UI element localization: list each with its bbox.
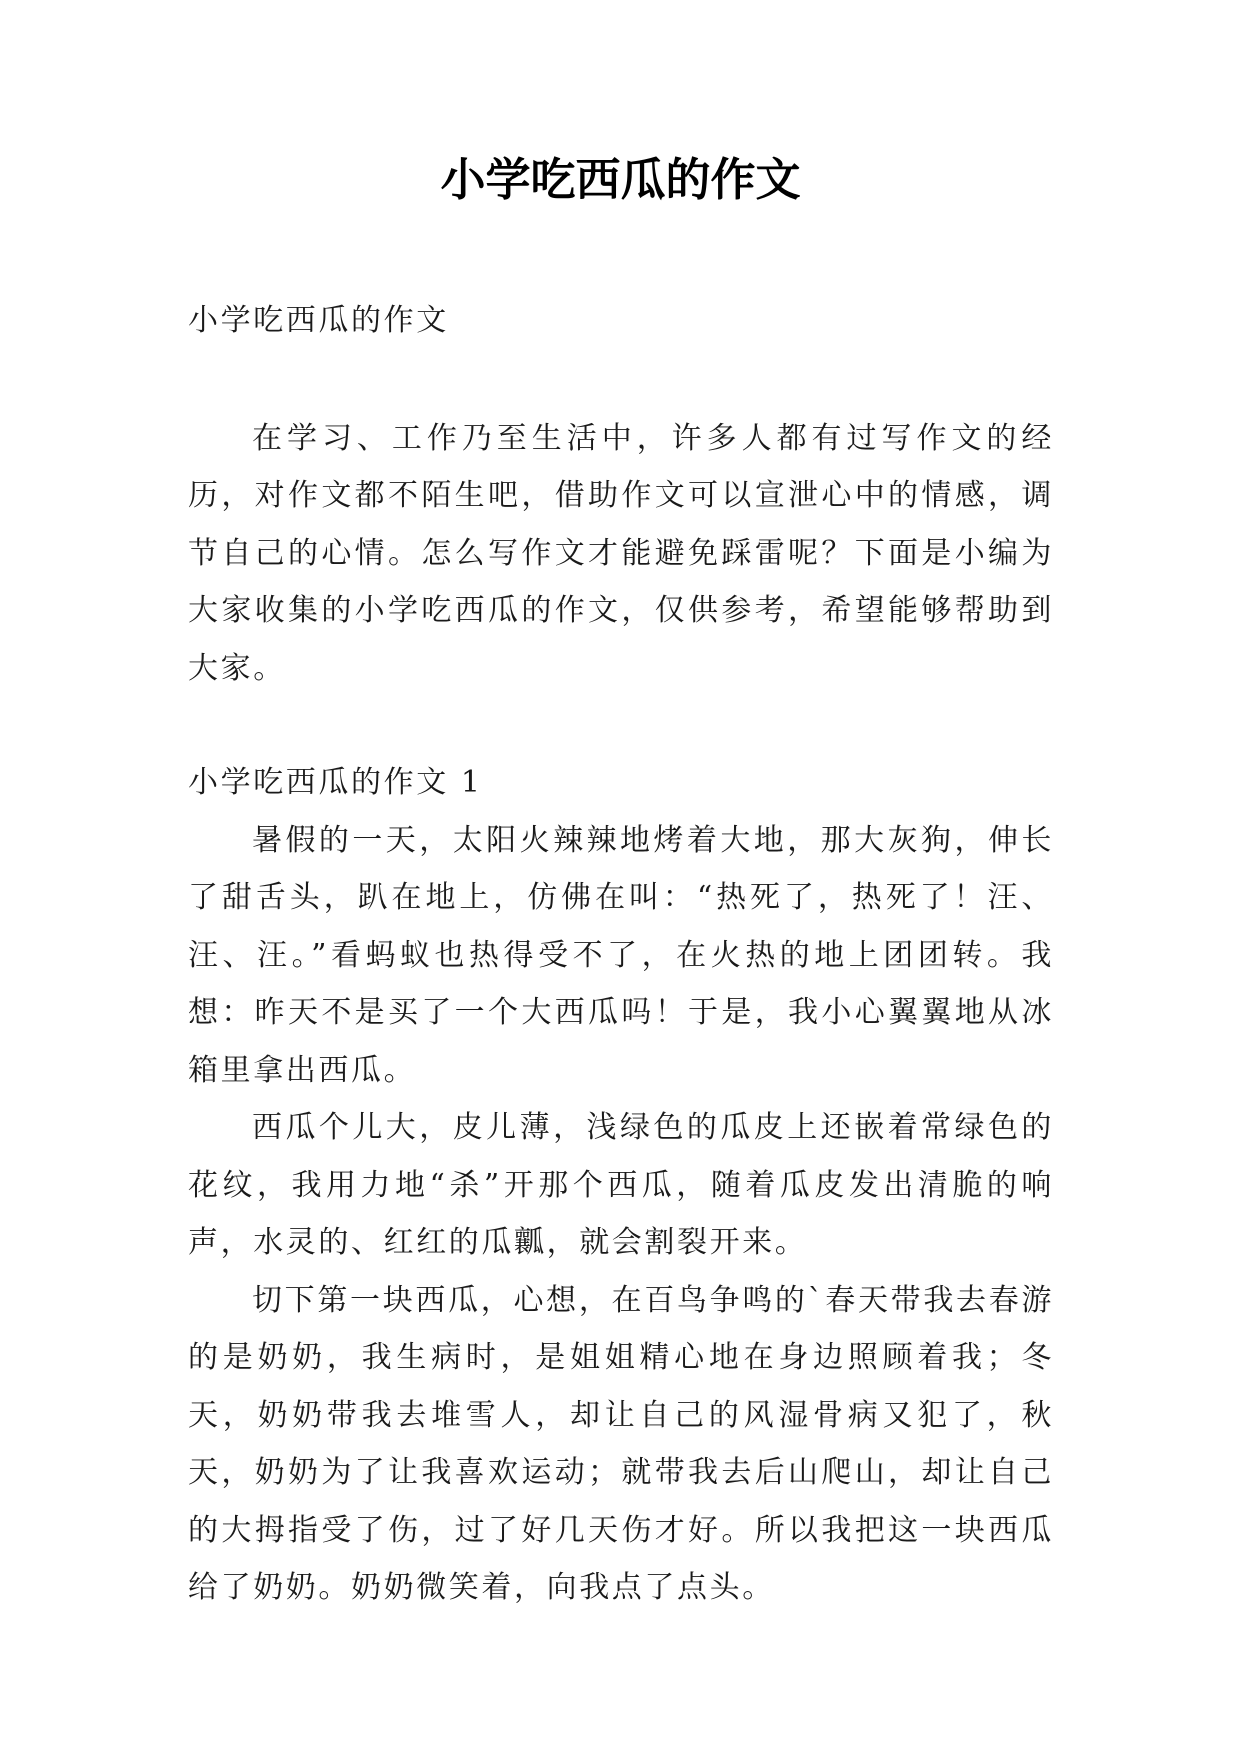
section-heading: 小学吃西瓜的作文 1 bbox=[188, 765, 483, 800]
spacer bbox=[188, 697, 1054, 754]
intro-paragraph: 在学习、工作乃至生活中，许多人都有过写作文的经历，对作文都不陌生吧，借助作文可以宣泄心中的情感，调节自己的心情。怎么写作文才能避免踩雷呢？下面是小编为大家收集的小学吃西瓜的作文，仅供参考，希望能够帮助到大家。 bbox=[188, 420, 1054, 686]
body-paragraph: 暑假的一天，太阳火辣辣地烤着大地，那大灰狗，伸长了甜舌头，趴在地上，仿佛在叫：“热死了，热死了！汪、汪、汪。”看蚂蚁也热得受不了，在火热的地上团团转。我想：昨天不是买了一个大西瓜吗！于是，我小心翼翼地从冰箱里拿出西瓜。 bbox=[188, 822, 1054, 1088]
document-title: 小学吃西瓜的作文 bbox=[440, 153, 801, 206]
body-paragraph: 西瓜个儿大，皮儿薄，浅绿色的瓜皮上还嵌着常绿色的花纹，我用力地“杀”开那个西瓜，随着瓜皮发出清脆的响声，水灵的、红红的瓜瓤，就会割裂开来。 bbox=[188, 1110, 1054, 1260]
document-body bbox=[188, 292, 1054, 1617]
body-paragraph: 切下第一块西瓜，心想，在百鸟争鸣的`春天带我去春游的是奶奶，我生病时，是姐姐精心地在身边照顾着我；冬天，奶奶带我去堆雪人，却让自己的风湿骨病又犯了，秋天，奶奶为了让我喜欢运动；就带我去后山爬山，却让自己的大拇指受了伤，过了好几天伤才好。所以我把这一块西瓜给了奶奶。奶奶微笑着，向我点了点头。 bbox=[188, 1282, 1054, 1605]
document-subtitle: 小学吃西瓜的作文 bbox=[188, 303, 449, 338]
spacer bbox=[188, 350, 1054, 410]
